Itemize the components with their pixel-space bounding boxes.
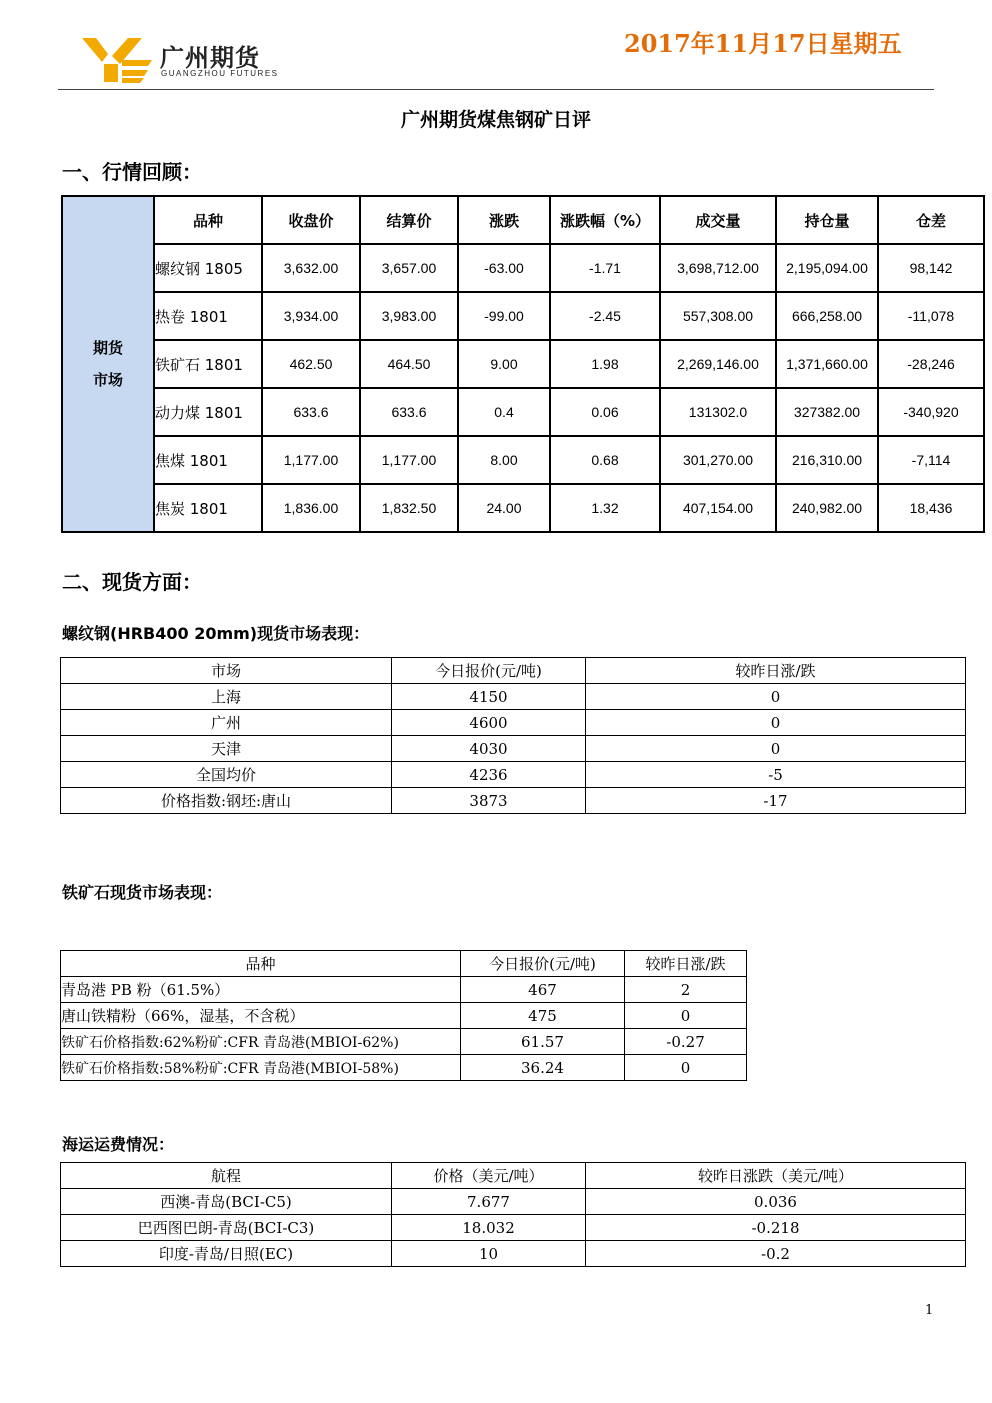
header-cell: 较昨日涨/跌 xyxy=(625,951,747,977)
table-row xyxy=(61,1029,747,1055)
ore-spot-table xyxy=(60,950,747,1081)
section-heading-spot: 二、现货方面： xyxy=(62,570,202,594)
cell: 印度-青岛/日照(EC) xyxy=(61,1241,392,1267)
cell: 216,310.00 xyxy=(776,436,878,484)
header-cell: 收盘价 xyxy=(262,196,360,244)
table-row xyxy=(61,788,966,814)
logo-mark-icon xyxy=(82,38,154,84)
header-cell: 持仓量 xyxy=(776,196,878,244)
header-cell: 仓差 xyxy=(878,196,984,244)
cell: 18,436 xyxy=(878,484,984,532)
table-row xyxy=(62,340,984,388)
cell: 0 xyxy=(586,736,966,762)
rebar-spot-heading: 螺纹钢(HRB400 20mm)现货市场表现： xyxy=(62,624,370,643)
cell: -5 xyxy=(586,762,966,788)
table-row xyxy=(61,1215,966,1241)
futures-market-table xyxy=(61,195,985,533)
cell: 61.57 xyxy=(461,1029,625,1055)
cell: 铁矿石价格指数:58%粉矿:CFR 青岛港(MBIOI-58%) xyxy=(61,1055,461,1081)
cell: -17 xyxy=(586,788,966,814)
header-cell: 航程 xyxy=(61,1163,392,1189)
cell: 0.036 xyxy=(586,1189,966,1215)
cell: -1.71 xyxy=(550,244,660,292)
header-cell: 较昨日涨/跌 xyxy=(586,658,966,684)
cell: -0.2 xyxy=(586,1241,966,1267)
table-row xyxy=(62,292,984,340)
cell: 3,983.00 xyxy=(360,292,458,340)
cell: 131302.0 xyxy=(660,388,776,436)
table-row xyxy=(62,244,984,292)
rebar-spot-table xyxy=(60,657,966,814)
cell: 475 xyxy=(461,1003,625,1029)
cell: -0.27 xyxy=(625,1029,747,1055)
cell: 1,836.00 xyxy=(262,484,360,532)
cell: 10 xyxy=(392,1241,586,1267)
table-header-row xyxy=(61,658,966,684)
freight-table xyxy=(60,1162,966,1267)
cell: 4600 xyxy=(392,710,586,736)
cell: 1,177.00 xyxy=(360,436,458,484)
cell: 青岛港 PB 粉（61.5%） xyxy=(61,977,461,1003)
cell: -2.45 xyxy=(550,292,660,340)
cell: 0.4 xyxy=(458,388,550,436)
cell: 7.677 xyxy=(392,1189,586,1215)
cell: 98,142 xyxy=(878,244,984,292)
cell: 1,832.50 xyxy=(360,484,458,532)
cell: -63.00 xyxy=(458,244,550,292)
section-heading-market-review: 一、行情回顾： xyxy=(62,160,202,184)
cell: 1,177.00 xyxy=(262,436,360,484)
header-cell: 涨跌幅（%） xyxy=(550,196,660,244)
cell: 天津 xyxy=(61,736,392,762)
cell: 3873 xyxy=(392,788,586,814)
table-header-row xyxy=(61,1163,966,1189)
cell: 3,934.00 xyxy=(262,292,360,340)
header-divider xyxy=(58,89,934,90)
cell: 2,195,094.00 xyxy=(776,244,878,292)
company-logo xyxy=(82,36,282,86)
table-row xyxy=(61,710,966,736)
cell: 240,982.00 xyxy=(776,484,878,532)
header-cell: 较昨日涨跌（美元/吨） xyxy=(586,1163,966,1189)
cell: 24.00 xyxy=(458,484,550,532)
ore-spot-heading: 铁矿石现货市场表现： xyxy=(62,883,223,902)
header-cell: 成交量 xyxy=(660,196,776,244)
table-row xyxy=(61,684,966,710)
table-row xyxy=(61,977,747,1003)
cell: 327382.00 xyxy=(776,388,878,436)
logo-text: 广州期货 xyxy=(160,44,260,72)
freight-heading: 海运运费情况： xyxy=(62,1135,175,1154)
cell: 西澳-青岛(BCI-C5) xyxy=(61,1189,392,1215)
cell: 广州 xyxy=(61,710,392,736)
cell: 3,657.00 xyxy=(360,244,458,292)
cell: 1.32 xyxy=(550,484,660,532)
table-header-row xyxy=(62,196,984,244)
cell: 焦炭 1801 xyxy=(154,484,262,532)
cell: -28,246 xyxy=(878,340,984,388)
table-header-row xyxy=(61,951,747,977)
cell: 4030 xyxy=(392,736,586,762)
table-row xyxy=(61,736,966,762)
cell: 全国均价 xyxy=(61,762,392,788)
cell: 1.98 xyxy=(550,340,660,388)
report-date: 2017年11月17日星期五 xyxy=(624,29,902,58)
header-cell: 结算价 xyxy=(360,196,458,244)
cell: 3,698,712.00 xyxy=(660,244,776,292)
cell: 666,258.00 xyxy=(776,292,878,340)
header-cell: 品种 xyxy=(61,951,461,977)
cell: -0.218 xyxy=(586,1215,966,1241)
cell: 动力煤 1801 xyxy=(154,388,262,436)
cell: 9.00 xyxy=(458,340,550,388)
cell: 2,269,146.00 xyxy=(660,340,776,388)
cell: 4236 xyxy=(392,762,586,788)
cell: 557,308.00 xyxy=(660,292,776,340)
cell: 上海 xyxy=(61,684,392,710)
cell: 0 xyxy=(625,1055,747,1081)
table-row xyxy=(61,1189,966,1215)
table-row xyxy=(62,388,984,436)
cell: 4150 xyxy=(392,684,586,710)
cell: 3,632.00 xyxy=(262,244,360,292)
cell: 0 xyxy=(625,1003,747,1029)
header-cell: 市场 xyxy=(61,658,392,684)
cell: 407,154.00 xyxy=(660,484,776,532)
cell: 铁矿石 1801 xyxy=(154,340,262,388)
table-row xyxy=(61,1241,966,1267)
cell: 铁矿石价格指数:62%粉矿:CFR 青岛港(MBIOI-62%) xyxy=(61,1029,461,1055)
cell: 462.50 xyxy=(262,340,360,388)
cell: 301,270.00 xyxy=(660,436,776,484)
logo-subtext: GUANGZHOU FUTURES xyxy=(161,69,279,78)
cell: 0.68 xyxy=(550,436,660,484)
cell: 467 xyxy=(461,977,625,1003)
cell: 8.00 xyxy=(458,436,550,484)
cell: 633.6 xyxy=(262,388,360,436)
cell: 价格指数:钢坯:唐山 xyxy=(61,788,392,814)
cell: 螺纹钢 1805 xyxy=(154,244,262,292)
cell: -99.00 xyxy=(458,292,550,340)
header-cell: 价格（美元/吨） xyxy=(392,1163,586,1189)
cell: 0.06 xyxy=(550,388,660,436)
header-cell: 品种 xyxy=(154,196,262,244)
cell: 0 xyxy=(586,710,966,736)
cell: 18.032 xyxy=(392,1215,586,1241)
cell: -7,114 xyxy=(878,436,984,484)
cell: 1,371,660.00 xyxy=(776,340,878,388)
cell: 唐山铁精粉（66%，湿基，不含税） xyxy=(61,1003,461,1029)
cell: 633.6 xyxy=(360,388,458,436)
cell: -11,078 xyxy=(878,292,984,340)
cell: 巴西图巴朗-青岛(BCI-C3) xyxy=(61,1215,392,1241)
cell: 464.50 xyxy=(360,340,458,388)
document-title: 广州期货煤焦钢矿日评 xyxy=(400,109,591,131)
cell: 焦煤 1801 xyxy=(154,436,262,484)
header-cell: 今日报价(元/吨) xyxy=(392,658,586,684)
cell: 0 xyxy=(586,684,966,710)
table-row xyxy=(62,436,984,484)
table-row xyxy=(61,762,966,788)
table-row xyxy=(61,1055,747,1081)
table-row xyxy=(62,484,984,532)
cell: 36.24 xyxy=(461,1055,625,1081)
page-number: 1 xyxy=(925,1303,934,1318)
cell: 2 xyxy=(625,977,747,1003)
cell: -340,920 xyxy=(878,388,984,436)
futures-market-label: 期货市场 xyxy=(62,196,154,532)
cell: 热卷 1801 xyxy=(154,292,262,340)
header-cell: 今日报价(元/吨) xyxy=(461,951,625,977)
header-cell: 涨跌 xyxy=(458,196,550,244)
table-row xyxy=(61,1003,747,1029)
